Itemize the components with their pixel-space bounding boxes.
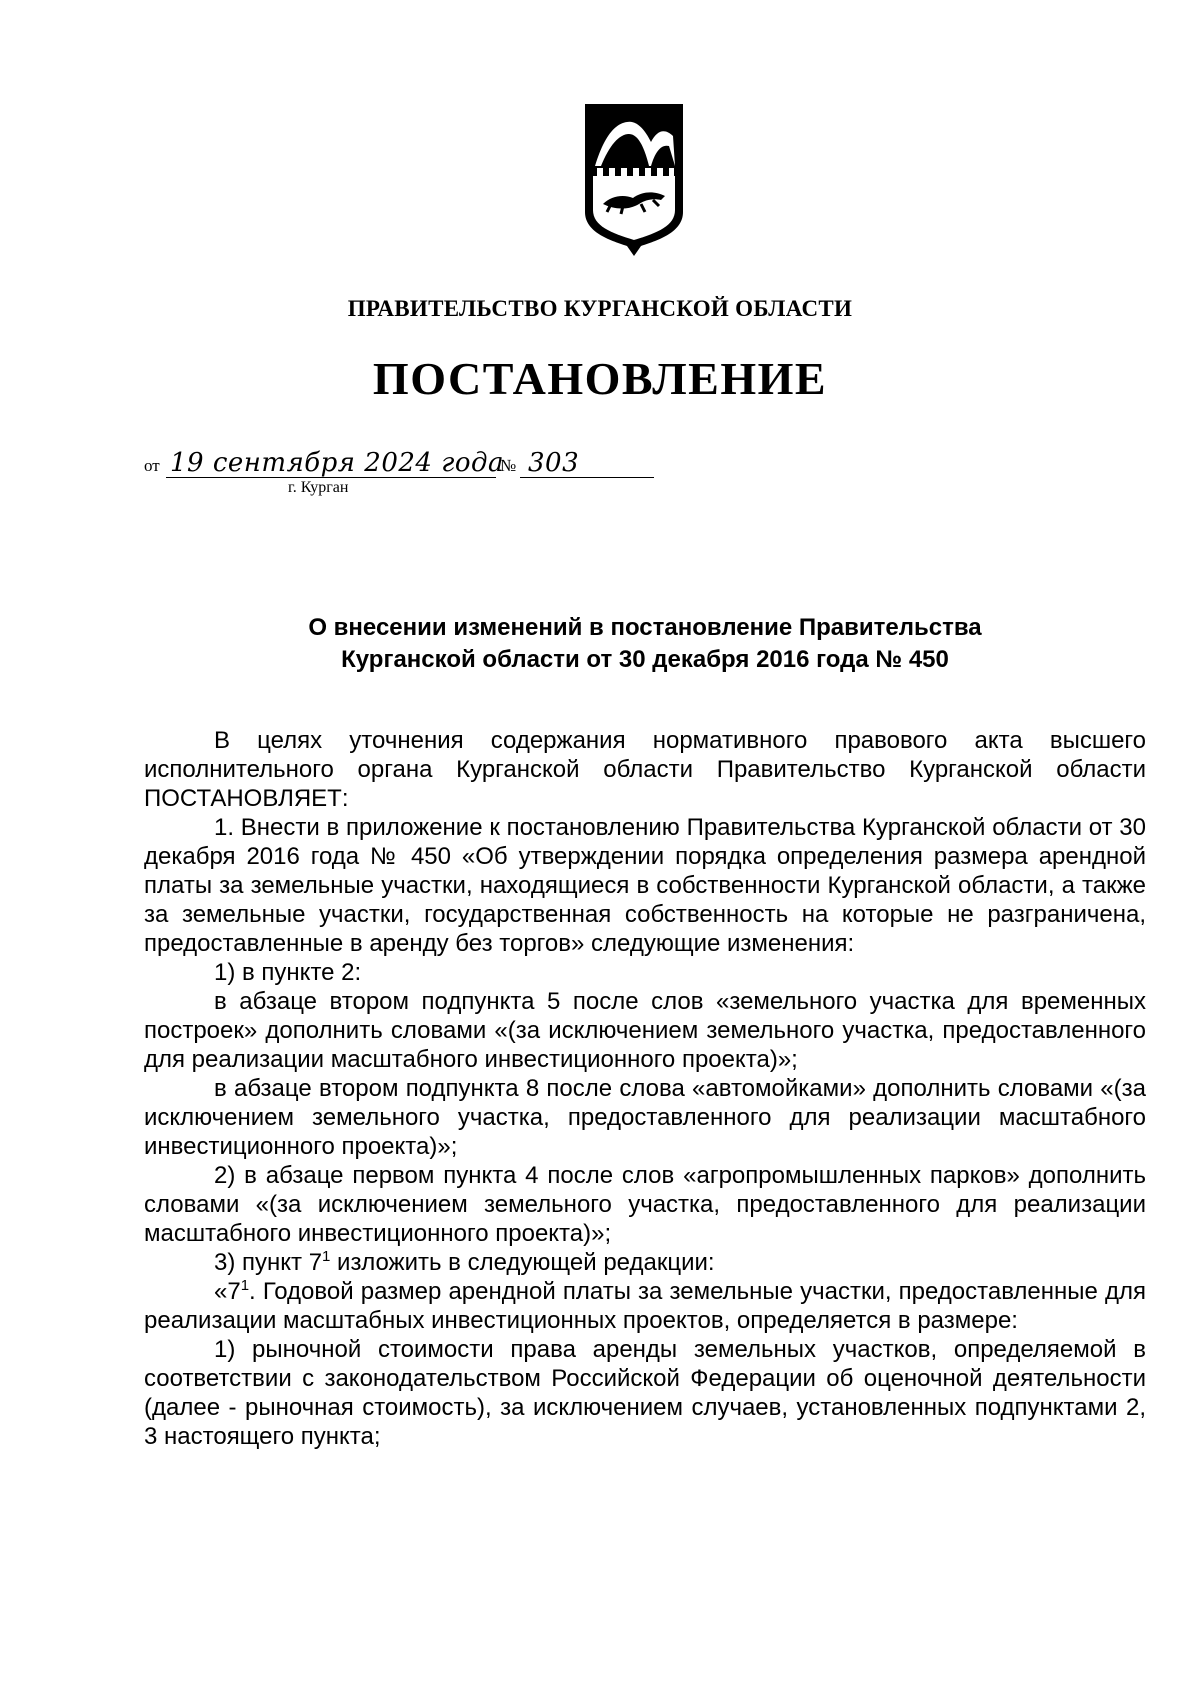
number-label: № — [500, 456, 517, 475]
handwritten-number: 303 — [528, 448, 580, 478]
new-clause-item-1-paragraph: 1) рыночной стоимости права аренды земельных участков, определяемой в соответствии с законодательством Российской Федерации об оценочной деятельности (далее - рыночная стоимость), за исключением случаев, установленных подпунктами 2, 3 настоящего пункта; — [144, 1336, 1146, 1450]
document-body — [144, 726, 1146, 1451]
preamble-paragraph: В целях уточнения содержания нормативного правового акта высшего исполнительного органа Курганской области Правительство Курганской области ПОСТАНОВЛЯЕТ: — [144, 727, 1146, 812]
kurgan-coat-of-arms-icon — [581, 100, 687, 260]
coat-of-arms-emblem — [581, 100, 687, 260]
handwritten-date: 19 сентября 2024 года — [170, 448, 504, 478]
from-label: от — [144, 456, 160, 475]
subclause-3-paragraph: 3) пункт $7^1$ изложить в следующей редакции: — [214, 1248, 715, 1276]
subject-line-2: Курганской области от 30 декабря 2016 года № 450 — [341, 646, 949, 673]
subject-line-1: О внесении изменений в постановление Правительства — [308, 614, 982, 641]
subclause-1-paragraph: 1) в пункте 2: — [214, 959, 362, 986]
organization-name: ПРАВИТЕЛЬСТВО КУРГАНСКОЙ ОБЛАСТИ — [347, 296, 853, 321]
amendment-paragraph-2: в абзаце втором подпункта 8 после слова «автомойками» дополнить словами «(за исключением земельного участка, предоставленного для реализации масштабного инвестиционного проекта)»; — [144, 1075, 1146, 1160]
subclause-2-paragraph: 2) в абзаце первом пункта 4 после слов «агропромышленных парков» дополнить словами «(за исключением земельного участка, предоставленного для реализации масштабного инвестиционного проекта)»; — [144, 1162, 1146, 1247]
amendment-paragraph-1: в абзаце втором подпункта 5 после слов «земельного участка для временных построек» дополнить словами «(за исключением земельного участка, предоставленного для реализации масштабного инвестиционного проекта)»; — [144, 988, 1146, 1073]
clause-1-paragraph: 1. Внести в приложение к постановлению Правительства Курганской области от 30 декабря 2016 года № 450 «Об утверждении порядка определения размера арендной платы за земельные участки, находящиеся в собственности Курганской области, а также за земельные участки, государственная собственность на которые не разграничена, предоставленные в аренду без торгов» следующие изменения: — [144, 814, 1146, 957]
city-label: г. Курган — [288, 479, 349, 496]
date-number-line — [144, 448, 654, 480]
document-subject — [144, 612, 1146, 676]
new-clause-7-1-paragraph: «$7^1$. Годовой размер арендной платы за земельные участки, предоставленные для реализации масштабных инвестиционных проектов, определяется в размере: — [144, 1277, 1146, 1334]
document-type-title: ПОСТАНОВЛЕНИЕ — [372, 353, 828, 404]
